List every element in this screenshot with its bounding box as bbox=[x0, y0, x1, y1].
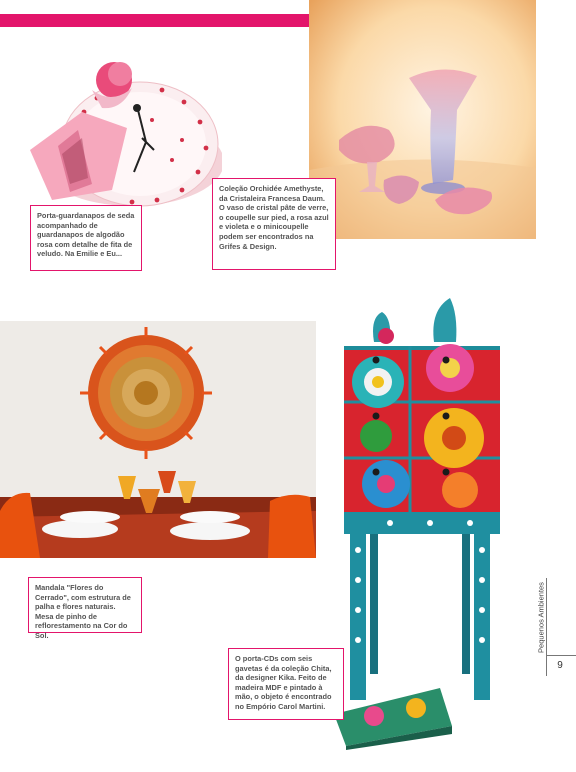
header-accent-bar bbox=[0, 14, 310, 27]
page-number: 9 bbox=[557, 660, 563, 671]
cabinet-caption-text: O porta-CDs com seis gavetas é da coleção Chita, da designer Kika. Feito de madeira MDF e pintado à mão, o objeto é encontrado no Empório Carol Martini. bbox=[235, 654, 332, 711]
mandala-dining-photo bbox=[0, 321, 316, 558]
cd-cabinet-photo bbox=[330, 290, 512, 750]
cabinet-caption bbox=[228, 648, 344, 720]
napkin-plate-photo bbox=[22, 50, 222, 210]
section-label: Pequenos Ambientes bbox=[536, 582, 546, 653]
glassware-caption-text: Coleção Orchidée Amethyste, da Cristaleira Francesa Daum. O vaso de cristal pâte de verre, o coupelle sur pied, a rosa azul e violeta e o minicoupelle podem ser encontrados na Grifes & Design. bbox=[219, 184, 329, 251]
glassware-photo bbox=[309, 0, 536, 239]
page-divider-horizontal bbox=[546, 655, 576, 656]
mandala-caption-text: Mandala "Flores do Cerrado", com estrutura de palha e flores naturais. Mesa de pinho de reflorestamento na Cor do Sol. bbox=[35, 583, 131, 640]
napkin-caption bbox=[30, 205, 142, 271]
page-divider-vertical bbox=[546, 578, 547, 676]
mandala-caption bbox=[28, 577, 142, 640]
napkin-caption-text: Porta-guardanapos de seda acompanhado de guardanapos de algodão rosa com detalhe de fita de veludo. Na Emilie e Eu... bbox=[37, 211, 135, 259]
section-tab bbox=[535, 579, 545, 657]
glassware-caption bbox=[212, 178, 336, 270]
